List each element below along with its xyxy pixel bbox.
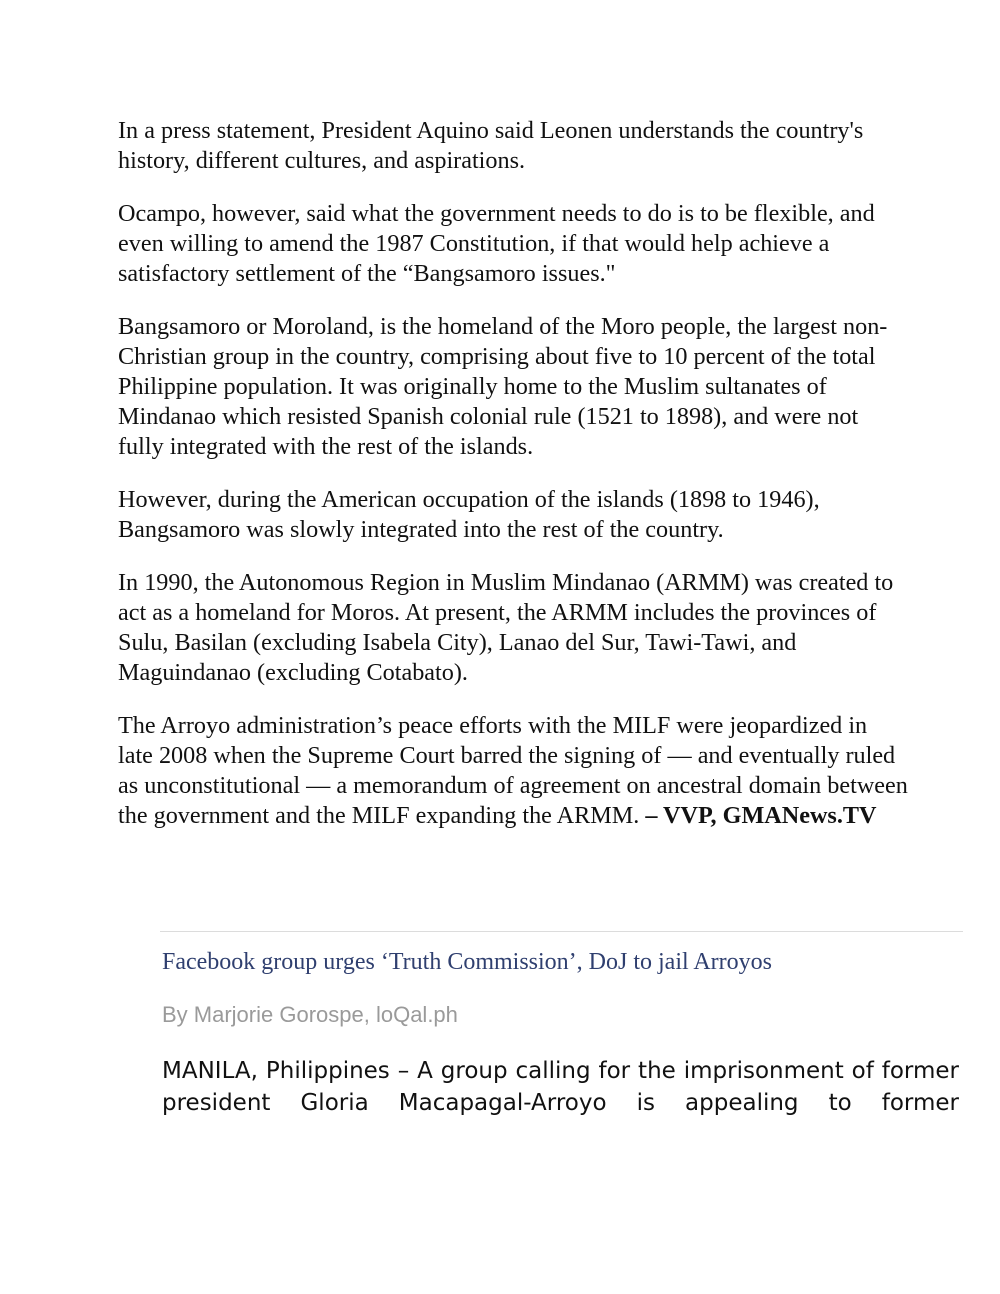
article-paragraph-5: In 1990, the Autonomous Region in Muslim Mindanao (ARMM) was created to act as a homeland for Moros. At present, the ARMM includes the provinces of Sulu, Basilan (excluding Isabela City), Lanao del Sur, Tawi-Tawi, and Maguindanao (excluding Cotabato). [118,569,894,686]
article-paragraph-4: However, during the American occupation of the islands (1898 to 1946), Bangsamoro was slowly integrated into the rest of the country. [118,486,820,543]
article-credit: – VVP, GMANews.TV [645,802,877,829]
article-paragraph-3: Bangsamoro or Moroland, is the homeland of the Moro people, the largest non-Christian group in the country, comprising about five to 10 percent of the total Philippine population. It was originally home to the Muslim sultanates of Mindanao which resisted Spanish colonial rule (1521 to 1898), and were not fully integrated with the rest of the islands. [118,313,888,460]
article-paragraph-1: In a press statement, President Aquino said Leonen understands the country's history, different cultures, and aspirations. [118,117,864,174]
related-article-lede: MANILA, Philippines – A group calling for the imprisonment of former president Gloria Macapagal-Arroyo is appealing to former [162,1058,959,1116]
article-paragraph-2: Ocampo, however, said what the government needs to do is to be flexible, and even willing to amend the 1987 Constitution, if that would help achieve a satisfactory settlement of the “Bangsamoro issues." [118,200,875,287]
section-divider [160,931,963,932]
related-article-byline: By Marjorie Gorospe, loQal.ph [162,1002,458,1027]
article-body [118,116,908,854]
related-article-title-link[interactable]: Facebook group urges ‘Truth Commission’, DoJ to jail Arroyos [162,949,772,975]
article-paragraph-6-text: The Arroyo administration’s peace efforts with the MILF were jeopardized in late 2008 when the Supreme Court barred the signing of — and eventually ruled as unconstitutional — a memorandum of agreement on ancestral domain between the government and the MILF expanding the ARMM. [118,712,908,829]
article-paragraph-6 [118,711,908,831]
